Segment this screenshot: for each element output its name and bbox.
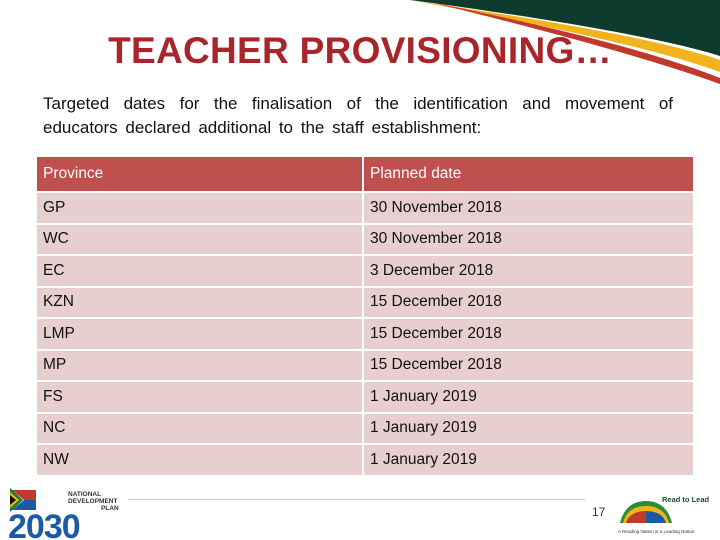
date-cell: 30 November 2018 [364,193,693,223]
table-header-row [37,157,693,191]
read-to-lead-name: Read to Lead [662,495,710,504]
header-province: Province [37,157,362,191]
ndp-line1: NATIONAL [68,491,102,498]
header-planned-date: Planned date [364,157,693,191]
read-to-lead-logo [616,493,716,537]
province-cell: GP [37,193,362,223]
province-cell: FS [37,382,362,412]
date-cell: 15 December 2018 [364,319,693,349]
table-row [37,445,693,475]
date-cell: 1 January 2019 [364,414,693,444]
table-row [37,351,693,381]
footer-divider [128,499,585,500]
table-row [37,256,693,286]
province-cell: WC [37,225,362,255]
province-cell: KZN [37,288,362,318]
read-to-lead-tagline: A Reading Nation is a Leading Nation [618,529,695,534]
province-cell: EC [37,256,362,286]
ndp-year: 2030 [8,508,80,540]
province-cell: NW [37,445,362,475]
page-number: 17 [592,505,606,519]
date-cell: 15 December 2018 [364,351,693,381]
date-cell: 1 January 2019 [364,382,693,412]
ndp-2030-logo [6,486,136,540]
province-cell: MP [37,351,362,381]
ndp-line3: PLAN [101,505,119,512]
ndp-line2: DEVELOPMENT [68,498,118,505]
date-cell: 15 December 2018 [364,288,693,318]
date-cell: 3 December 2018 [364,256,693,286]
province-cell: LMP [37,319,362,349]
table-row [37,414,693,444]
date-cell: 1 January 2019 [364,445,693,475]
date-cell: 30 November 2018 [364,225,693,255]
table-row [37,288,693,318]
table-row [37,193,693,223]
open-book-icon [620,501,672,523]
intro-text: Targeted dates for the finalisation of the identification and movement of educators declared additional to the staff establishment: [43,94,673,137]
provisioning-table [35,155,695,477]
province-cell: NC [37,414,362,444]
table-row [37,225,693,255]
slide-title: TEACHER PROVISIONING… [108,30,612,71]
table-row [37,319,693,349]
table-row [37,382,693,412]
